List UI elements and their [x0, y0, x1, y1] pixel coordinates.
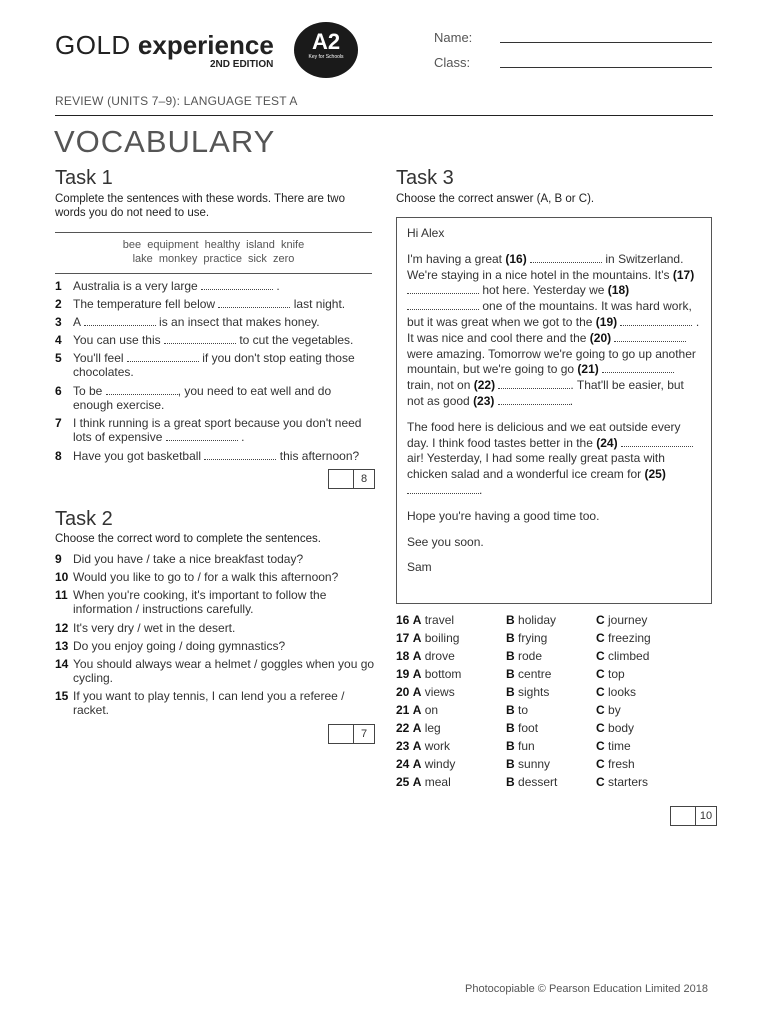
answer-blank[interactable]: [498, 378, 570, 389]
word-bank-line-1: bee equipment healthy island knife: [122, 239, 305, 251]
email-signature: Sam: [407, 560, 432, 575]
answer-blank[interactable]: [106, 384, 178, 395]
item-text-before: A: [73, 315, 81, 329]
item-text-after: .: [241, 430, 245, 444]
item-text-before: The temperature fell below: [73, 297, 216, 311]
task2-title: Task 2: [55, 508, 113, 530]
answer-blank[interactable]: [407, 283, 479, 294]
item-number: 4: [55, 333, 62, 347]
option-c[interactable]: body: [608, 721, 635, 735]
email-paragraph-4: See you soon.: [407, 534, 484, 549]
option-a[interactable]: leg: [424, 721, 441, 735]
task2-item: [55, 570, 375, 584]
score-total: 10: [699, 810, 713, 822]
item-text: When you're cooking, it's important to follow the information / instructions carefully.: [73, 588, 327, 616]
option-a[interactable]: work: [424, 739, 451, 753]
answer-blank[interactable]: [407, 299, 479, 310]
item-number: 9: [55, 552, 62, 566]
option-a[interactable]: on: [424, 703, 439, 717]
item-number: 7: [55, 416, 62, 430]
score-total: 8: [360, 473, 368, 485]
option-a[interactable]: bottom: [424, 667, 462, 681]
option-row: 25 A meal B dessert C starters: [396, 775, 649, 789]
task1-item: [55, 333, 373, 347]
option-c[interactable]: journey: [608, 613, 648, 627]
section-title: VOCABULARY: [54, 124, 276, 159]
answer-blank[interactable]: [166, 430, 238, 441]
option-a[interactable]: boiling: [424, 631, 460, 645]
header-divider: [55, 115, 713, 116]
item-text-after: , you need to eat well and do enough exercise.: [73, 384, 332, 412]
item-number: 10: [55, 570, 69, 584]
item-number: 3: [55, 315, 62, 329]
score-entry[interactable]: [671, 807, 696, 825]
item-number: 15: [55, 689, 69, 703]
email-paragraph-3: Hope you're having a good time too.: [407, 508, 600, 523]
option-row: 22 A leg B foot C body: [396, 721, 635, 735]
item-text-before: You can use this: [73, 333, 161, 347]
task2-score-box: [328, 724, 375, 744]
item-number: 14: [55, 657, 69, 671]
answer-blank[interactable]: [127, 351, 199, 362]
answer-blank[interactable]: [498, 394, 570, 405]
option-b[interactable]: centre: [518, 667, 552, 681]
option-a[interactable]: travel: [424, 613, 455, 627]
item-number: 13: [55, 639, 69, 653]
option-a[interactable]: windy: [424, 757, 456, 771]
option-row: 20 A views B sights C looks: [396, 685, 637, 699]
option-c[interactable]: freezing: [608, 631, 651, 645]
task2-item: [55, 621, 375, 635]
option-a[interactable]: drove: [424, 649, 455, 663]
answer-blank[interactable]: [407, 483, 479, 494]
task1-item: [55, 449, 375, 463]
option-b[interactable]: dessert: [518, 775, 558, 789]
word-bank: [55, 232, 372, 274]
task1-item: [55, 416, 373, 444]
options-list: [396, 611, 712, 791]
score-entry[interactable]: [329, 470, 354, 488]
option-c[interactable]: top: [608, 667, 625, 681]
item-number: 6: [55, 384, 62, 398]
test-subtitle: REVIEW (UNITS 7–9): LANGUAGE TEST A: [55, 94, 298, 108]
option-row: 23 A work B fun C time: [396, 739, 631, 753]
answer-blank[interactable]: [530, 252, 602, 263]
item-text: Did you have / take a nice breakfast today?: [73, 552, 304, 566]
score-entry[interactable]: [329, 725, 354, 743]
brand-experience: experience: [137, 30, 274, 60]
task1-item: [55, 351, 373, 379]
option-c[interactable]: starters: [608, 775, 649, 789]
email-greeting: Hi Alex: [407, 226, 445, 240]
copyright-footer: Photocopiable © Pearson Education Limited 2018: [465, 983, 708, 995]
item-text: It's very dry / wet in the desert.: [73, 621, 236, 635]
option-c[interactable]: climbed: [608, 649, 650, 663]
task1-item: [55, 297, 373, 311]
item-text: If you want to play tennis, I can lend you a referee / racket.: [73, 689, 345, 717]
option-b[interactable]: to: [518, 703, 529, 717]
item-text-after: last night.: [293, 297, 346, 311]
task3-instruction: Choose the correct answer (A, B or C).: [396, 193, 595, 205]
option-b[interactable]: sunny: [518, 757, 551, 771]
email-paragraph-2: The food here is delicious and we eat outside every day. I think food tastes better in the (24) air! Yesterday, I had some really great pasta with chicken salad and a wonderful ice cream for (25) .: [407, 420, 701, 499]
level-sub: Key for Schools: [308, 54, 344, 60]
item-text-after: .: [276, 279, 280, 293]
task2-item: [55, 588, 375, 616]
task1-item: [55, 384, 373, 412]
option-c[interactable]: fresh: [608, 757, 635, 771]
item-text-before: Australia is a very large: [73, 279, 198, 293]
task3-title: Task 3: [396, 167, 454, 189]
option-row: 19 A bottom B centre C top: [396, 667, 625, 681]
answer-blank[interactable]: [614, 331, 686, 342]
item-text-after: to cut the vegetables.: [239, 333, 354, 347]
option-b[interactable]: holiday: [518, 613, 557, 627]
option-c[interactable]: by: [608, 703, 621, 717]
option-b[interactable]: sights: [518, 685, 550, 699]
task2-item: [55, 657, 375, 685]
item-text: Would you like to go to / for a walk this afternoon?: [73, 570, 339, 584]
answer-blank[interactable]: [201, 279, 273, 290]
task3-score-box: [670, 806, 717, 826]
name-field[interactable]: [500, 42, 712, 43]
option-row: 21 A on B to C by: [396, 703, 621, 717]
answer-blank[interactable]: [621, 436, 693, 447]
option-a[interactable]: views: [424, 685, 455, 699]
task1-item: [55, 279, 373, 293]
edition-label: 2ND EDITION: [210, 59, 274, 70]
option-b[interactable]: frying: [518, 631, 548, 645]
task2-item: [55, 689, 375, 717]
level-badge: [294, 22, 358, 78]
email-paragraph-1: I'm having a great (16) in Switzerland. We're staying in a nice hotel in the mountains. It's (17) hot here. Yesterday we (18) one of the mountains. It was hard work, but it was great when we got to the (19) . It was nice and cool there and the (20) were amazing. Tomorrow we're going to go up another mountain, but we're going to go (21) train, not on (22) . That'll be easier, but not as good (23) .: [407, 251, 700, 408]
answer-blank[interactable]: [620, 315, 692, 326]
item-text-after: is an insect that makes honey.: [159, 315, 320, 329]
name-label: Name:: [434, 30, 473, 45]
option-a[interactable]: meal: [424, 775, 451, 789]
answer-blank[interactable]: [84, 315, 156, 326]
task2-item: [55, 552, 375, 566]
option-b[interactable]: rode: [518, 649, 543, 663]
item-text-after: if you don't stop eating those chocolates.: [73, 351, 355, 379]
brand-gold: GOLD: [55, 30, 131, 60]
option-row: 16 A travel B holiday C journey: [396, 613, 648, 627]
option-row: 24 A windy B sunny C fresh: [396, 757, 635, 771]
class-label: Class:: [434, 55, 471, 70]
item-text-before: You'll feel: [73, 351, 124, 365]
item-number: 1: [55, 279, 62, 293]
option-row: 18 A drove B rode C climbed: [396, 649, 650, 663]
item-number: 8: [55, 449, 62, 463]
item-text-before: To be: [73, 384, 103, 398]
answer-blank[interactable]: [164, 333, 236, 344]
brand-logo: [55, 30, 274, 61]
item-text: Do you enjoy going / doing gymnastics?: [73, 639, 286, 653]
level-text: A2: [311, 29, 341, 54]
task1-instruction: Complete the sentences with these words. There are two words you do not need to use.: [55, 193, 345, 219]
class-field[interactable]: [500, 67, 712, 68]
answer-blank[interactable]: [204, 449, 276, 460]
answer-blank[interactable]: [602, 362, 674, 373]
task2-instruction: Choose the correct word to complete the sentences.: [55, 533, 321, 545]
task2-item: [55, 639, 375, 653]
task1-item: [55, 315, 373, 329]
item-number: 11: [55, 588, 68, 602]
item-text-before: I think running is a great sport because you don't need lots of expensive: [73, 416, 362, 444]
item-text-before: Have you got basketball: [73, 449, 202, 463]
answer-blank[interactable]: [218, 297, 290, 308]
item-text: You should always wear a helmet / goggles when you go cycling.: [73, 657, 375, 685]
item-number: 2: [55, 297, 62, 311]
task1-score-box: [328, 469, 375, 489]
item-number: 12: [55, 621, 69, 635]
option-row: 17 A boiling B frying C freezing: [396, 631, 651, 645]
word-bank-line-2: lake monkey practice sick zero: [132, 253, 295, 265]
option-b[interactable]: fun: [518, 739, 535, 753]
item-number: 5: [55, 351, 62, 365]
option-c[interactable]: time: [608, 739, 631, 753]
email-text-box: [396, 217, 712, 604]
option-c[interactable]: looks: [608, 685, 637, 699]
task1-title: Task 1: [55, 167, 113, 189]
option-b[interactable]: foot: [518, 721, 539, 735]
item-text-after: this afternoon?: [279, 449, 360, 463]
score-total: 7: [360, 728, 368, 740]
